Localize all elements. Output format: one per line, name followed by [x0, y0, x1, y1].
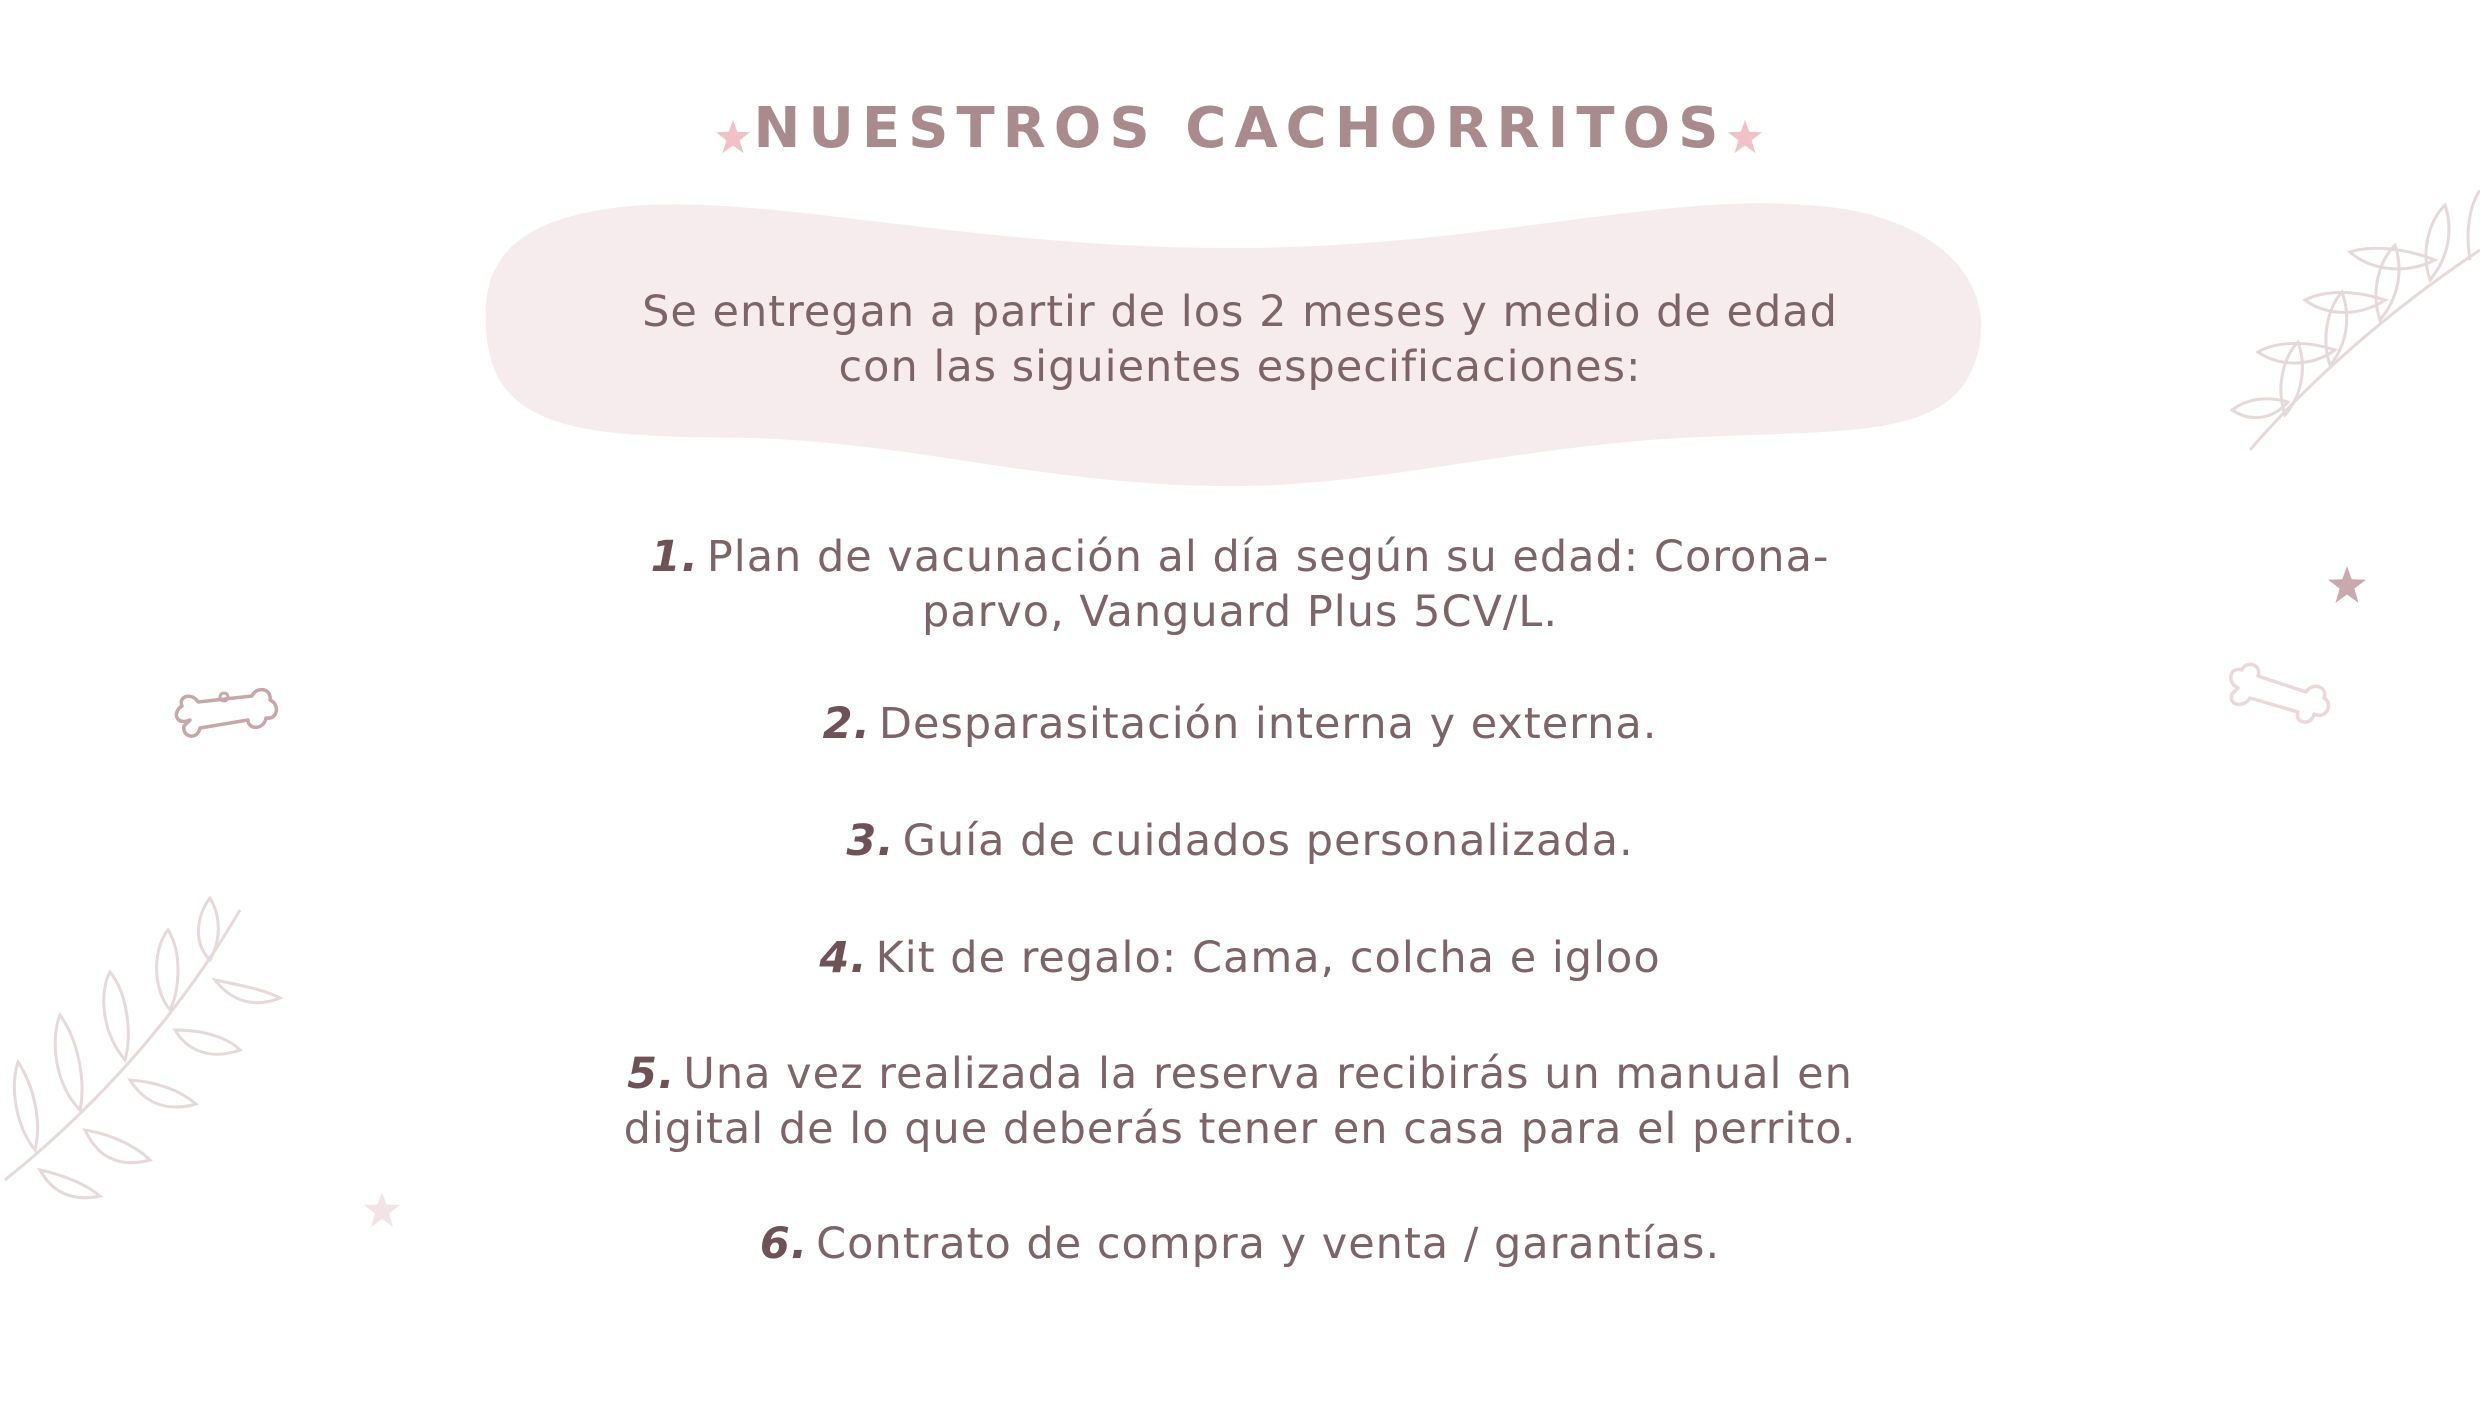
bone-icon: [2220, 662, 2336, 732]
list-item: [540, 931, 1940, 986]
list-item-text: Desparasitación interna y externa.: [878, 699, 1658, 749]
list-item-text: Una vez realizada la reserva recibirás un manual en: [683, 1049, 1853, 1099]
list-item-line: [540, 530, 1940, 585]
intro-line: Se entregan a partir de los 2 meses y medio de edad: [642, 287, 1838, 337]
list-item-line: [540, 697, 1940, 752]
list-item: [540, 697, 1940, 752]
list-item: [540, 814, 1940, 869]
leaf-branch-icon: [0, 890, 300, 1200]
list-item-line: parvo, Vanguard Plus 5CV/L.: [922, 587, 1558, 637]
list-item: [540, 1047, 1940, 1157]
list-item-text: Plan de vacunación al día según su edad: Corona-: [706, 532, 1830, 582]
list-item: [540, 1217, 1940, 1272]
list-item-line: digital de lo que deberás tener en casa para el perrito.: [623, 1104, 1857, 1154]
list-item: [540, 530, 1940, 640]
list-item-number: 6.: [759, 1219, 809, 1269]
star-icon: [362, 1190, 402, 1230]
list-item-number: 3.: [846, 816, 895, 866]
list-item-line: [540, 931, 1940, 986]
list-item-text: Guía de cuidados personalizada.: [902, 816, 1634, 866]
intro-line: con las siguientes especificaciones:: [838, 342, 1642, 392]
page-title: NUESTROS CACHORRITOS: [753, 96, 1727, 161]
list-item-line: [540, 814, 1940, 869]
list-item-line: [540, 1047, 1940, 1102]
list-item-number: 5.: [627, 1049, 676, 1099]
list-item-text: Kit de regalo: Cama, colcha e igloo: [875, 933, 1661, 983]
list-item-text: Contrato de compra y venta / garantías.: [816, 1219, 1721, 1269]
list-item-number: 1.: [650, 532, 699, 582]
bone-icon: [168, 686, 284, 750]
list-item-number: 2.: [822, 699, 871, 749]
intro-text: [540, 285, 1940, 395]
star-icon: [2326, 564, 2368, 606]
leaf-branch-icon: [2230, 190, 2480, 470]
list-item-line: [540, 1217, 1940, 1272]
list-item-number: 4.: [819, 933, 868, 983]
